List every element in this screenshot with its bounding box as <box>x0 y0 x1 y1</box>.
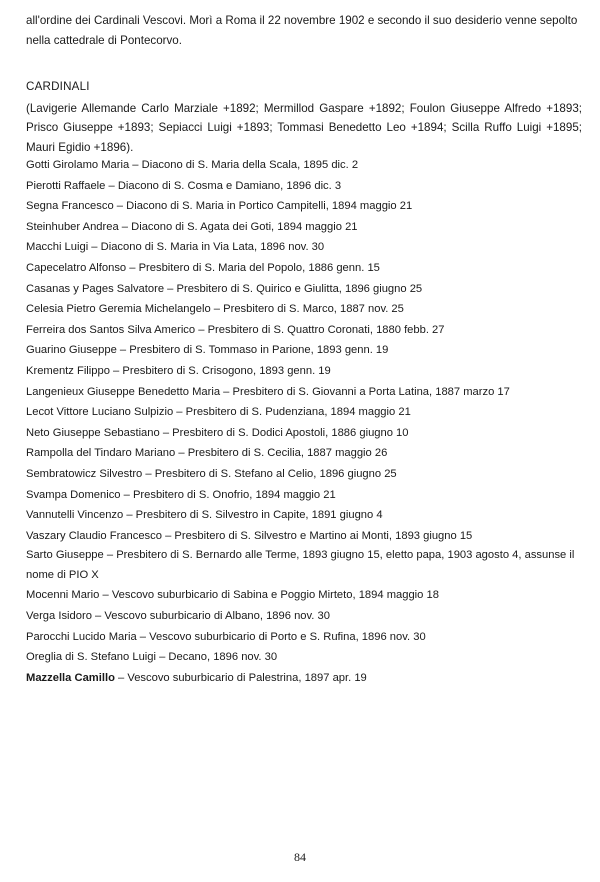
list-item <box>26 196 586 217</box>
page-number: 84 <box>294 850 306 864</box>
cardinal-detail: – Diacono di S. Agata dei Goti, 1894 maggio 21 <box>118 220 358 233</box>
list-item <box>26 279 586 300</box>
list-item <box>26 258 586 279</box>
list-item <box>26 546 586 585</box>
cardinal-name: Gotti Girolamo Maria <box>26 159 130 171</box>
list-item <box>26 217 586 238</box>
list-item <box>26 585 586 606</box>
list-item <box>26 382 586 403</box>
cardinal-name: Parocchi Lucido Maria <box>26 630 137 643</box>
list-item <box>26 423 586 444</box>
list-item <box>26 402 586 423</box>
cardinal-name: Segna Francesco <box>26 200 114 213</box>
cardinal-detail: – Presbitero di S. Stefano al Celio, 1896 giugno 25 <box>142 467 397 480</box>
cardinal-detail: – Diacono di S. Cosma e Damiano, 1896 dic. 3 <box>105 179 342 192</box>
list-item <box>26 237 586 258</box>
cardinal-name: Steinhuber Andrea <box>26 220 119 233</box>
list-item <box>26 361 586 382</box>
cardinal-list <box>26 155 586 688</box>
section-title: CARDINALI <box>26 80 90 93</box>
list-item <box>26 668 586 689</box>
cardinal-detail: – Diacono di S. Maria della Scala, 1895 dic. 2 <box>129 159 359 171</box>
list-item <box>26 155 586 176</box>
cardinal-detail: – Decano, 1896 nov. 30 <box>155 651 278 664</box>
list-item <box>26 320 586 341</box>
cardinal-detail: – Diacono di S. Maria in Portico Campitelli, 1894 maggio 21 <box>113 200 413 213</box>
cardinal-detail: – Presbitero di S. Maria del Popolo, 1886 genn. 15 <box>126 261 380 274</box>
cardinal-detail: – Vescovo suburbicario di Porto e S. Rufina, 1896 nov. 30 <box>136 630 426 643</box>
cardinal-name: Langenieux Giuseppe Benedetto Maria <box>26 385 221 398</box>
cardinal-name: Rampolla del Tindaro Mariano <box>26 447 176 460</box>
cardinal-name: Pierotti Raffaele <box>26 179 106 192</box>
list-item <box>26 176 586 197</box>
cardinal-name: Capecelatro Alfonso <box>26 261 127 274</box>
cardinal-name: Svampa Domenico <box>26 488 121 501</box>
cardinal-name: Lecot Vittore Luciano Sulpizio <box>26 406 174 419</box>
cardinal-detail: – Presbitero di S. Tommaso in Parione, 1893 genn. 19 <box>116 344 389 357</box>
cardinal-name: Ferreira dos Santos Silva Americo <box>26 323 196 336</box>
cardinal-detail: – Presbitero di S. Marco, 1887 nov. 25 <box>210 303 404 316</box>
list-item <box>26 505 586 526</box>
cardinal-name: Oreglia di S. Stefano Luigi <box>26 651 156 664</box>
cardinal-detail: – Presbitero di S. Cecilia, 1887 maggio 26 <box>175 447 388 460</box>
cardinal-detail: – Presbitero di S. Quattro Coronati, 1880 febb. 27 <box>195 323 445 336</box>
cardinal-detail: – Presbitero di S. Silvestro e Martino ai Monti, 1893 giugno 15 <box>161 529 473 542</box>
cardinal-detail: – Presbitero di S. Onofrio, 1894 maggio 21 <box>120 488 336 501</box>
list-item <box>26 340 586 361</box>
list-item <box>26 485 586 506</box>
cardinal-detail: – Presbitero di S. Giovanni a Porta Latina, 1887 marzo 17 <box>220 385 510 398</box>
cardinal-name: Neto Giuseppe Sebastiano <box>26 426 160 439</box>
list-item <box>26 464 586 485</box>
list-item <box>26 606 586 627</box>
cardinal-name: Mazzella Camillo <box>26 671 115 684</box>
list-item <box>26 627 586 648</box>
cardinal-name: Celesia Pietro Geremia Michelangelo <box>26 303 211 316</box>
cardinal-name: Sarto Giuseppe <box>26 549 104 562</box>
cardinal-detail: – Vescovo suburbicario di Sabina e Poggio Mirteto, 1894 maggio 18 <box>99 589 439 602</box>
cardinal-name: Vaszary Claudio Francesco <box>26 529 162 542</box>
deceased-cardinals-note: (Lavigerie Allemande Carlo Marziale +1892; Mermillod Gaspare +1892; Foulon Giuseppe Alfredo +1893; Prisco Giuseppe +1893; Sepiacci Luigi +1893; Tommasi Benedetto Leo +1894; Scilla Ruffo Luigi +1895; Mauri Egidio +1896). <box>26 102 582 154</box>
cardinal-detail: – Presbitero di S. Bernardo alle Terme, 1893 giugno 15, eletto papa, 1903 agosto 4, assunse il nome di PIO X <box>26 549 575 581</box>
cardinal-detail: – Presbitero di S. Silvestro in Capite, 1891 giugno 4 <box>123 509 383 522</box>
cardinal-name: Casanas y Pages Salvatore <box>26 282 165 295</box>
cardinal-name: Mocenni Mario <box>26 589 100 602</box>
cardinal-name: Guarino Giuseppe <box>26 344 117 357</box>
list-item <box>26 443 586 464</box>
cardinal-detail: – Vescovo suburbicario di Palestrina, 1897 apr. 19 <box>114 671 367 684</box>
cardinal-detail: – Presbitero di S. Quirico e Giulitta, 1896 giugno 25 <box>164 282 423 295</box>
list-item <box>26 647 586 668</box>
cardinal-name: Macchi Luigi <box>26 241 89 254</box>
cardinal-detail: – Presbitero di S. Dodici Apostoli, 1886 giugno 10 <box>159 426 409 439</box>
cardinal-detail: – Diacono di S. Maria in Via Lata, 1896 nov. 30 <box>88 241 325 254</box>
list-item <box>26 299 586 320</box>
cardinal-detail: – Presbitero di S. Pudenziana, 1894 maggio 21 <box>173 406 411 419</box>
cardinal-detail: – Presbitero di S. Crisogono, 1893 genn. 19 <box>109 364 331 377</box>
list-item <box>26 526 586 547</box>
cardinal-name: Verga Isidoro <box>26 610 92 623</box>
cardinal-name: Sembratowicz Silvestro <box>26 467 143 480</box>
cardinal-detail: – Vescovo suburbicario di Albano, 1896 nov. 30 <box>91 610 330 623</box>
intro-paragraph: all'ordine dei Cardinali Vescovi. Morì a Roma il 22 novembre 1902 e secondo il suo desiderio venne sepolto nella cattedrale di Pontecorvo. <box>26 14 578 47</box>
cardinal-name: Krementz Filippo <box>26 364 110 377</box>
cardinal-name: Vannutelli Vincenzo <box>26 509 124 522</box>
